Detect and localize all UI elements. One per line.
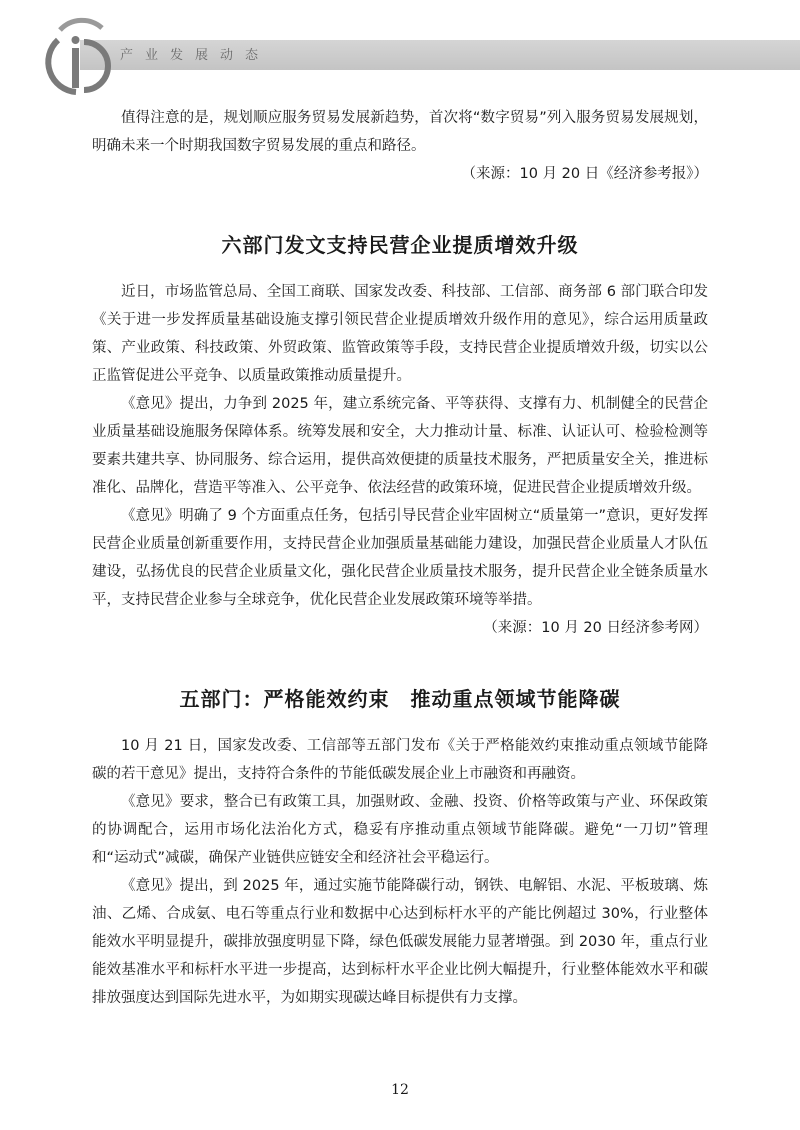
cid-logo-icon [40,10,112,98]
section-label: 产业发展动态 [120,48,271,63]
paragraph: 《意见》提出，到 2025 年，通过实施节能降碳行动，钢铁、电解铝、水泥、平板玻璃、炼油、乙烯、合成氨、电石等重点行业和数据中心达到标杆水平的产能比例超过 30%，行业整体能效水平明显提升，碳排放强度明显下降，绿色低碳发展能力显著增强。到 2030 年，重点行业能效基准水平和标杆水平进一步提高，达到标杆水平企业比例大幅提升，行业整体能效水平和碳排放强度达到国际先进水平，为如期实现碳达峰目标提供有力支撑。 [92,878,708,1006]
paragraph: 《意见》明确了 9 个方面重点任务，包括引导民营企业牢固树立“质量第一”意识，更好发挥民营企业质量创新重要作用，支持民营企业加强质量基础能力建设，加强民营企业质量人才队伍建设，弘扬优良的民营企业质量文化，强化民营企业质量技术服务，提升民营企业全链条质量水平，支持民营企业参与全球竞争，优化民营企业发展政策环境等举措。 [92,508,708,608]
article-title: 五部门：严格能效约束 推动重点领域节能降碳 [179,687,621,711]
paragraph: 10 月 21 日，国家发改委、工信部等五部门发布《关于严格能效约束推动重点领域节能降碳的若干意见》提出，支持符合条件的节能低碳发展企业上市融资和再融资。 [92,738,708,782]
article-title: 六部门发文支持民营企业提质增效升级 [221,233,579,257]
page-content [92,104,708,1012]
paragraph: 《意见》提出，力争到 2025 年，建立系统完备、平等获得、支撑有力、机制健全的民营企业质量基础设施服务保障体系。统筹发展和安全，大力推动计量、标准、认证认可、检验检测等要素共建共享、协同服务、综合运用，提供高效便捷的质量技术服务，严把质量安全关，推进标准化、品牌化，营造平等准入、公平竞争、依法经营的政策环境，促进民营企业提质增效升级。 [92,396,708,496]
page-number: 12 [391,1082,409,1098]
paragraph: 值得注意的是，规划顺应服务贸易发展新趋势，首次将“数字贸易”列入服务贸易发展规划，明确未来一个时期我国数字贸易发展的重点和路径。 [92,110,708,154]
paragraph: 近日，市场监管总局、全国工商联、国家发改委、科技部、工信部、商务部 6 部门联合印发《关于进一步发挥质量基础设施支撑引领民营企业提质增效升级作用的意见》，综合运用质量政策、产业政策、科技政策、外贸政策、监管政策等手段，支持民营企业提质增效升级，切实以公正监管促进公平竞争、以质量政策推动质量提升。 [92,284,708,384]
paragraph: 《意见》要求，整合已有政策工具，加强财政、金融、投资、价格等政策与产业、环保政策的协调配合，运用市场化法治化方式，稳妥有序推动重点领域节能降碳。避免“一刀切”管理和“运动式”减碳，确保产业链供应链安全和经济社会平稳运行。 [92,794,708,866]
source-note: （来源：10 月 20 日经济参考网） [483,620,708,636]
source-note: （来源：10 月 20 日《经济参考报》） [461,166,708,182]
